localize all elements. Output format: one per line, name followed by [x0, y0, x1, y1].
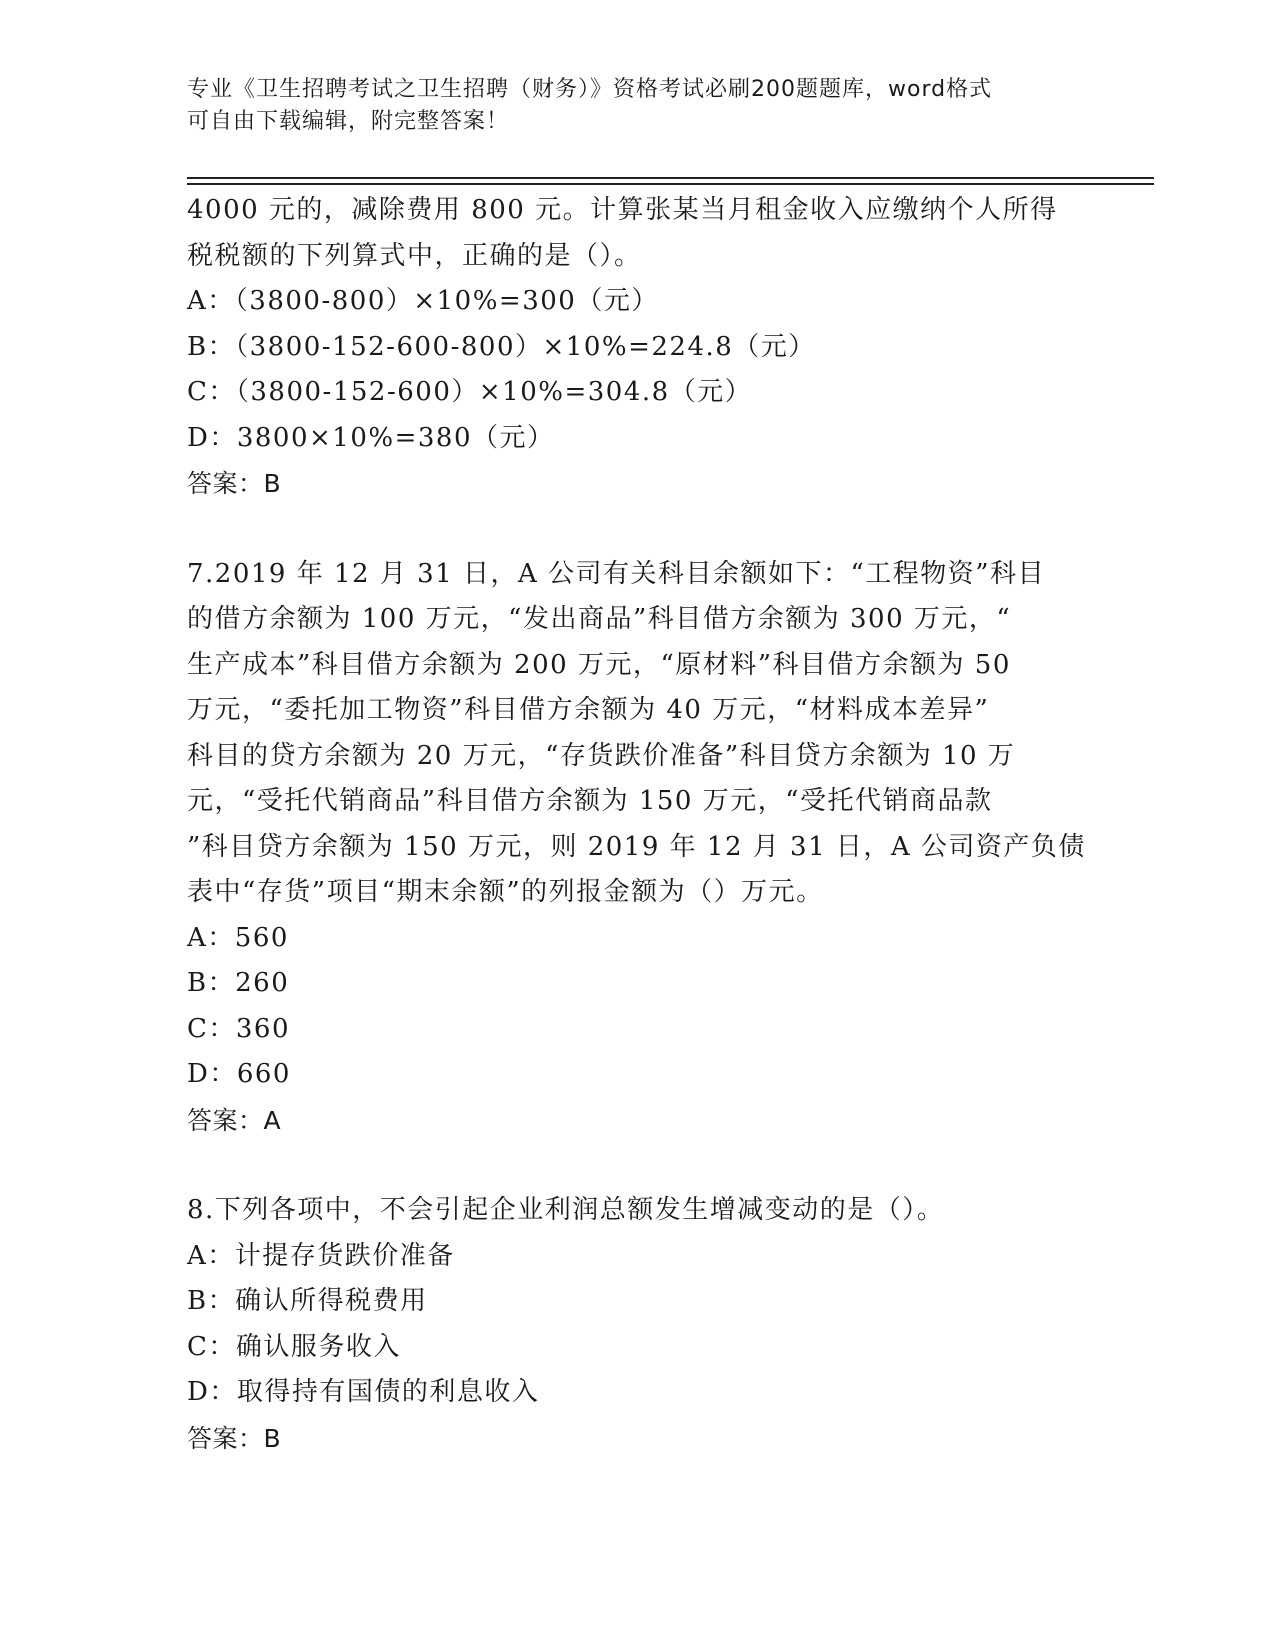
option-b: B：确认所得税费用 [187, 1286, 428, 1316]
option-a: A：（3800-800）×10%=300（元） [187, 286, 659, 316]
header-divider-top [187, 177, 1154, 179]
option-b: B：260 [187, 968, 290, 998]
question-stem-line: 7.2019 年 12 月 31 日，A 公司有关科目余额如下：“工程物资”科目 [187, 558, 1046, 589]
option-c: C：（3800-152-600）×10%=304.8（元） [187, 377, 753, 407]
question-stem-line: ”科目贷方余额为 150 万元，则 2019 年 12 月 31 日，A 公司资产负债 [187, 831, 1086, 862]
question-7 [187, 552, 1086, 1144]
option-c: C：360 [187, 1013, 291, 1044]
option-c: C：确认服务收入 [187, 1331, 401, 1362]
answer-line: 答案：B [187, 469, 282, 498]
option-a: A：560 [187, 922, 289, 953]
page-header [187, 74, 1067, 138]
question-stem-line: 万元，“委托加工物资”科目借方余额为 40 万元，“材料成本差异” [187, 695, 990, 725]
header-title-line-1: 专业《卫生招聘考试之卫生招聘（财务）》资格考试必刷200题题库，word格式 [187, 77, 993, 102]
question-stem-line: 的借方余额为 100 万元，“发出商品”科目借方余额为 300 万元，“ [187, 604, 1012, 634]
question-8 [187, 1188, 1077, 1461]
option-d: D：取得持有国债的利息收入 [187, 1377, 540, 1407]
answer-line: 答案：B [187, 1423, 282, 1453]
question-stem-line: 4000 元的，减除费用 800 元。计算张某当月租金收入应缴纳个人所得 [187, 195, 1058, 225]
question-stem-line: 表中“存货”项目“期末余额”的列报金额为（）万元。 [187, 877, 824, 907]
question-spacer [187, 1143, 1077, 1188]
question-stem-line: 科目的贷方余额为 20 万元，“存货跌价准备”科目贷方余额为 10 万 [187, 740, 1016, 771]
option-b: B：（3800-152-600-800）×10%=224.8（元） [187, 331, 816, 362]
question-stem-line: 元，“受托代销商品”科目借方余额为 150 万元，“受托代销商品款 [187, 786, 993, 816]
header-divider-bottom [187, 183, 1154, 185]
header-title-line-2: 可自由下载编辑，附完整答案！ [187, 109, 510, 134]
option-d: D：3800×10%=380（元） [187, 422, 555, 453]
answer-line: 答案：A [187, 1105, 282, 1135]
option-a: A：计提存货跌价准备 [187, 1240, 455, 1271]
question-spacer [187, 507, 1077, 552]
option-d: D：660 [187, 1059, 291, 1089]
question-content [187, 188, 1086, 1461]
question-6 [187, 188, 1077, 507]
question-stem-line: 生产成本”科目借方余额为 200 万元，“原材料”科目借方余额为 50 [187, 649, 1011, 680]
question-stem-line: 8.下列各项中，不会引起企业利润总额发生增减变动的是（）。 [187, 1195, 945, 1225]
question-stem-line: 税税额的下列算式中，正确的是（）。 [187, 240, 642, 271]
